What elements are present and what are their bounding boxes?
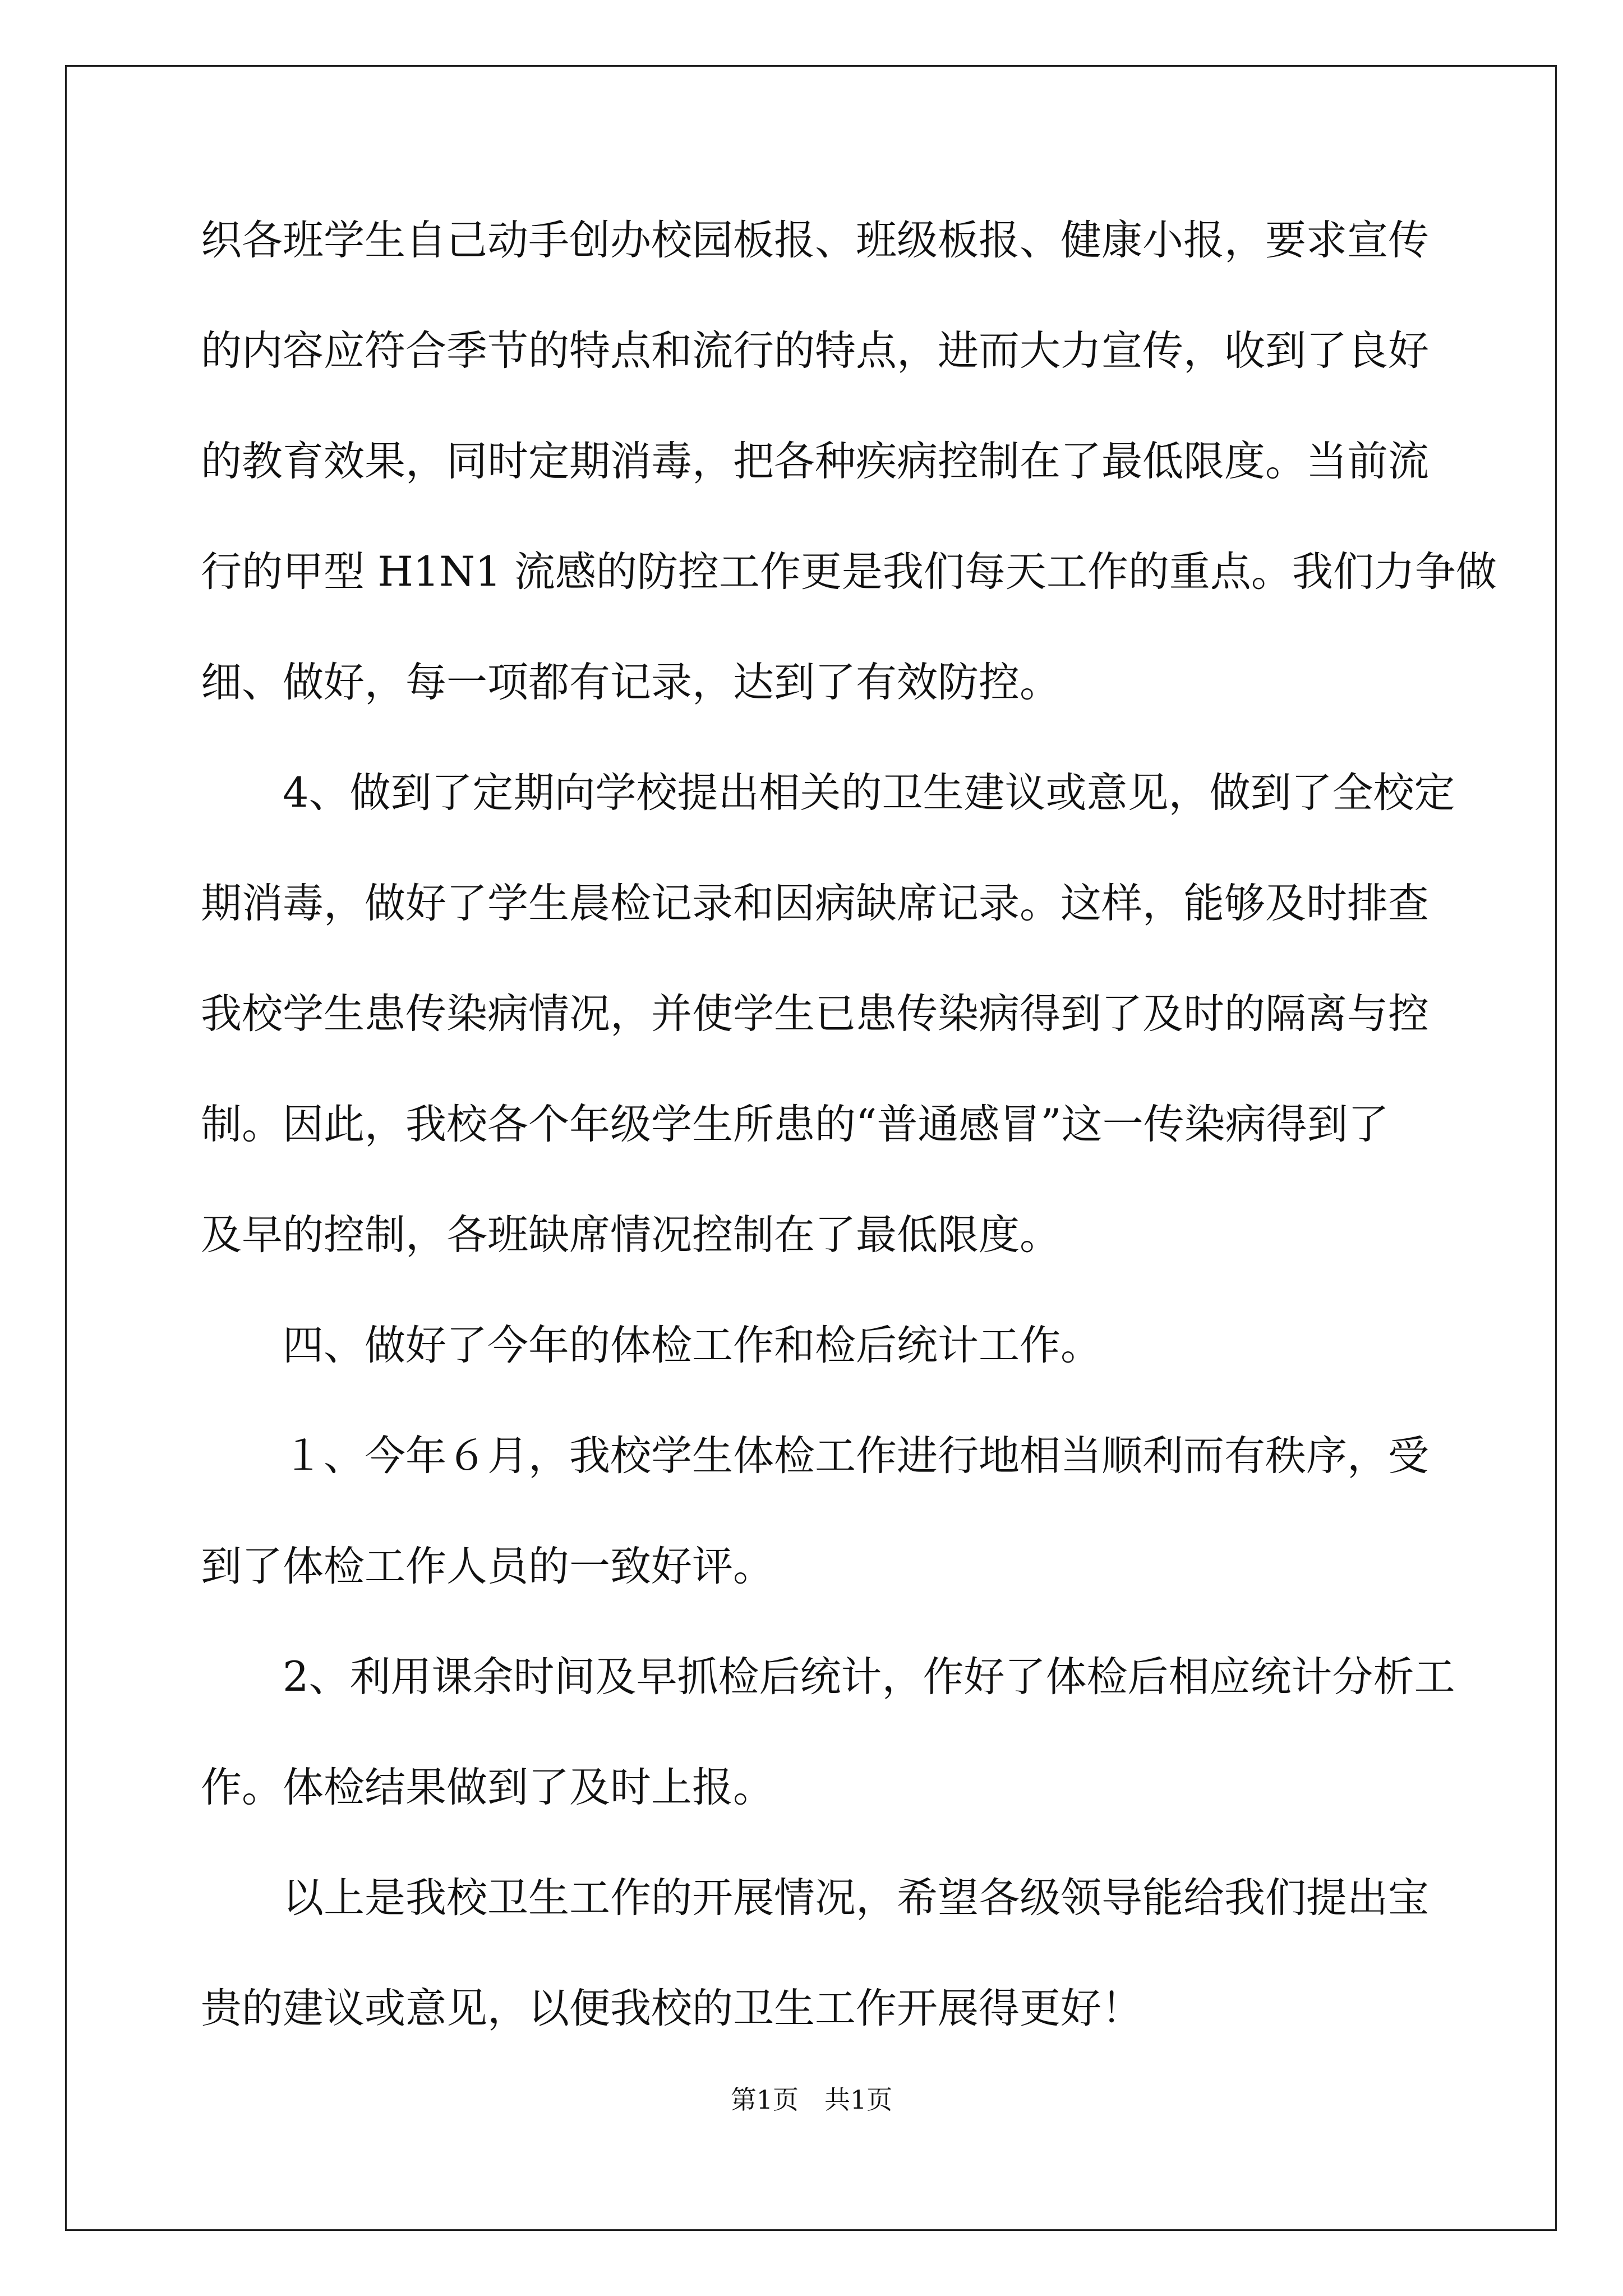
text-line: 我校学生患传染病情况，并使学生已患传染病得到了及时的隔离与控 (201, 990, 1429, 1038)
text-line: 制。因此，我校各个年级学生所患的“普通感冒”这一传染病得到了 (201, 1101, 1389, 1148)
text-line: 期消毒，做好了学生晨检记录和因病缺席记录。这样，能够及时排查 (201, 880, 1429, 927)
text-line: 行的甲型 H1N1 流感的防控工作更是我们每天工作的重点。我们力争做 (201, 548, 1497, 596)
text-line: 4、做到了定期向学校提出相关的卫生建议或意见，做到了全校定 (201, 769, 1455, 817)
text-line: 及早的控制，各班缺席情况控制在了最低限度。 (201, 1211, 1061, 1259)
text-line: 织各班学生自己动手创办校园板报、班级板报、健康小报，要求宣传 (201, 217, 1429, 264)
text-line: 四、做好了今年的体检工作和检后统计工作。 (201, 1322, 1101, 1369)
page-footer: 第1页 共1页 (730, 2085, 893, 2115)
text-line: １、今年６月，我校学生体检工作进行地相当顺利而有秩序，受 (201, 1432, 1429, 1480)
text-line: 作。体检结果做到了及时上报。 (201, 1764, 774, 1811)
text-line: 2、利用课余时间及早抓检后统计，作好了体检后相应统计分析工 (201, 1653, 1455, 1701)
text-line: 的教育效果，同时定期消毒，把各种疾病控制在了最低限度。当前流 (201, 438, 1429, 485)
text-line: 到了体检工作人员的一致好评。 (201, 1543, 774, 1590)
text-line: 以上是我校卫生工作的开展情况，希望各级领导能给我们提出宝 (201, 1874, 1429, 1922)
text-line: 贵的建议或意见，以便我校的卫生工作开展得更好！ (201, 1985, 1142, 2032)
text-line: 细、做好，每一项都有记录，达到了有效防控。 (201, 659, 1061, 706)
text-line: 的内容应符合季节的特点和流行的特点，进而大力宣传，收到了良好 (201, 327, 1429, 375)
